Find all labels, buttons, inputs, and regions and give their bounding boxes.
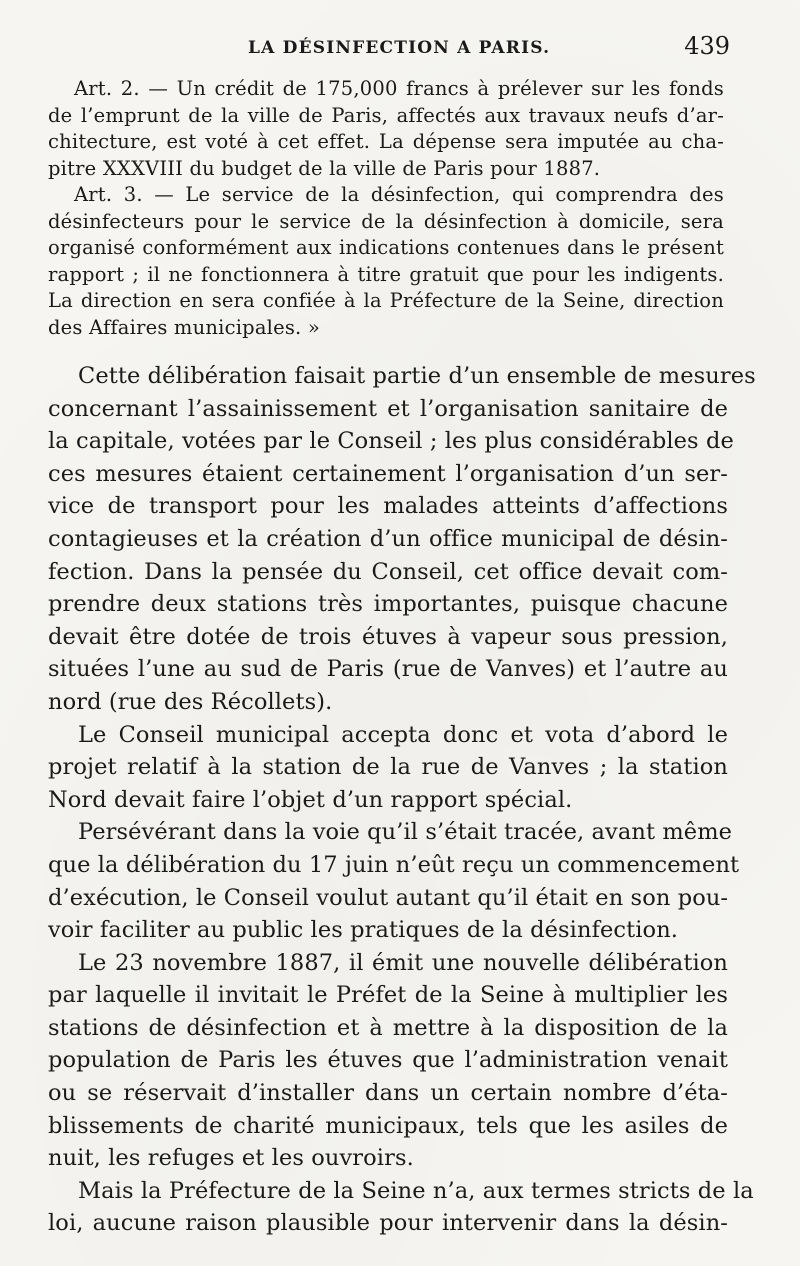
paragraph bbox=[48, 1175, 754, 1240]
paragraph-line: la capitale, votées par le Conseil ; les plus considérables de bbox=[48, 428, 734, 455]
paragraph-line: blissements de charité municipaux, tels que les asiles de bbox=[48, 1112, 728, 1139]
paragraph-line: vice de transport pour les malades atteints d’affections bbox=[48, 493, 728, 520]
paragraph-line: nuit, les refuges et les ouvroirs. bbox=[48, 1145, 414, 1172]
paragraph-line: Le Conseil municipal accepta donc et vota d’abord le bbox=[78, 721, 728, 748]
article-line: La direction en sera confiée à la Préfecture de la Seine, direction bbox=[48, 289, 724, 312]
paragraph-line: population de Paris les étuves que l’administration venait bbox=[48, 1047, 728, 1074]
paragraph bbox=[48, 816, 740, 946]
paragraph-line: Le 23 novembre 1887, il émit une nouvelle délibération bbox=[78, 949, 728, 976]
paragraph-line: fection. Dans la pensée du Conseil, cet office devait com- bbox=[48, 558, 728, 585]
paragraph-line: loi, aucune raison plausible pour intervenir dans la désin- bbox=[48, 1210, 728, 1237]
paragraph-line: voir faciliter au public les pratiques de la désinfection. bbox=[48, 917, 679, 944]
paragraph-line: Cette délibération faisait partie d’un ensemble de mesures bbox=[78, 363, 756, 389]
article-line: pitre XXXVIII du budget de la ville de Paris pour 1887. bbox=[48, 156, 601, 180]
paragraph-line: Mais la Préfecture de la Seine n’a, aux termes stricts de la bbox=[78, 1177, 754, 1204]
article-line: désinfecteurs pour le service de la désinfection à domicile, sera bbox=[48, 209, 724, 233]
paragraph-line: Persévérant dans la voie qu’il s’était tracée, avant même bbox=[78, 819, 733, 846]
paragraph-line: que la délibération du 17 juin n’eût reçu un commencement bbox=[48, 851, 740, 878]
page-number: 439 bbox=[684, 32, 730, 60]
paragraph-line: d’exécution, le Conseil voulut autant qu’il était en son pou- bbox=[48, 884, 729, 911]
paragraph-line: prendre deux stations très importantes, puisque chacune bbox=[48, 591, 728, 618]
paragraph bbox=[48, 360, 756, 719]
body-text-block bbox=[48, 360, 756, 1240]
article-text-block bbox=[48, 76, 724, 341]
paragraph-line: ces mesures étaient certainement l’organisation d’un ser- bbox=[48, 460, 728, 487]
paragraph-line: par laquelle il invitait le Préfet de la Seine à multiplier les bbox=[48, 982, 728, 1009]
paragraph-line: ou se réservait d’installer dans un certain nombre d’éta- bbox=[48, 1080, 728, 1107]
paragraph-line: concernant l’assainissement et l’organisation sanitaire de bbox=[48, 395, 728, 422]
paragraph-line: contagieuses et la création d’un office municipal de désin- bbox=[48, 525, 728, 552]
article-line: Art. 2. — Un crédit de 175,000 francs à prélever sur les fonds bbox=[74, 77, 724, 100]
paragraph-line: projet relatif à la station de la rue de Vanves ; la station bbox=[48, 754, 728, 781]
article-line: organisé conformément aux indications contenues dans le présent bbox=[48, 236, 724, 259]
running-title: LA DÉSINFECTION A PARIS. bbox=[248, 38, 551, 58]
article-line: de l’emprunt de la ville de Paris, affectés aux travaux neufs d’ar- bbox=[48, 103, 724, 127]
paragraph-line: Nord devait faire l’objet d’un rapport spécial. bbox=[48, 786, 573, 813]
paragraph-line: nord (rue des Récollets). bbox=[48, 688, 333, 715]
paragraph bbox=[48, 719, 728, 817]
running-head bbox=[48, 32, 730, 66]
paragraph bbox=[48, 947, 728, 1175]
paragraph-line: stations de désinfection et à mettre à la disposition de la bbox=[48, 1014, 728, 1041]
paragraph-line: situées l’une au sud de Paris (rue de Vanves) et l’autre au bbox=[48, 656, 728, 683]
article-line: Art. 3. — Le service de la désinfection, qui comprendra des bbox=[74, 183, 724, 206]
article-line: rapport ; il ne fonctionnera à titre gratuit que pour les indigents. bbox=[48, 262, 724, 286]
article-line: chitecture, est voté à cet effet. La dépense sera imputée au cha- bbox=[48, 130, 724, 153]
article-line: des Affaires municipales. » bbox=[48, 315, 320, 339]
paragraph-line: devait être dotée de trois étuves à vapeur sous pression, bbox=[48, 623, 728, 650]
